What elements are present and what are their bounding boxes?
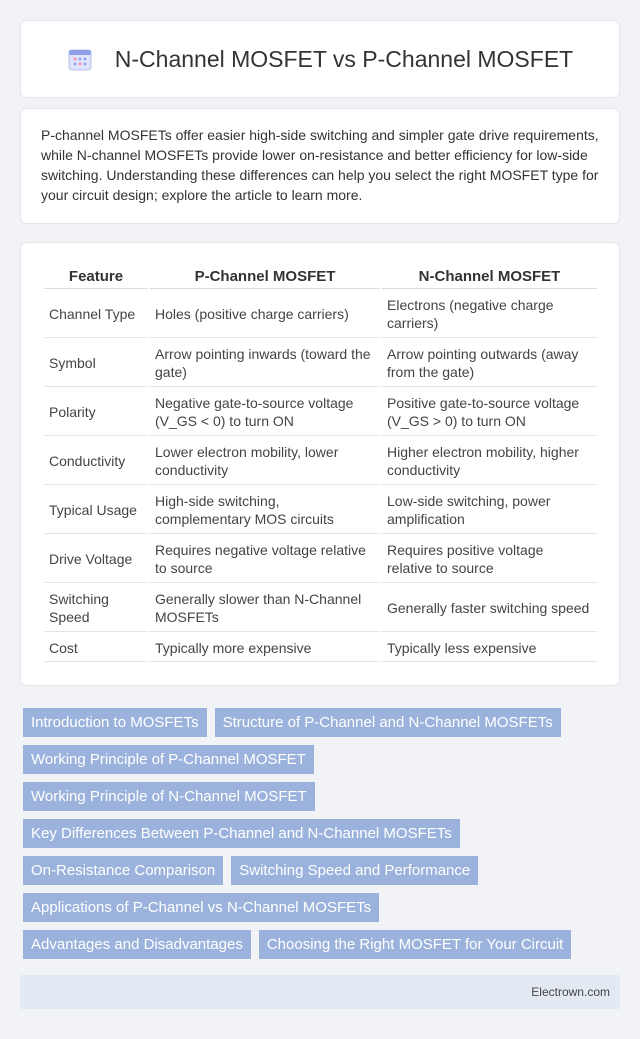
feature-cell: Polarity [44,389,148,436]
topic-link-working-p-channel[interactable]: Working Principle of P-Channel MOSFET [23,745,314,774]
table-row [44,340,597,387]
topic-link-on-resistance[interactable]: On-Resistance Comparison [23,856,223,885]
footer-site[interactable]: Electrown.com [531,985,610,999]
header-p-channel: P-Channel MOSFET [150,265,380,289]
header-feature: Feature [44,265,148,289]
link-row [23,893,613,930]
topic-link-key-differences[interactable]: Key Differences Between P-Channel and N-Channel MOSFETs [23,819,460,848]
feature-cell: Typical Usage [44,487,148,534]
p-channel-cell: High-side switching, complementary MOS circuits [150,487,380,534]
topic-link-working-n-channel[interactable]: Working Principle of N-Channel MOSFET [23,782,315,811]
n-channel-cell: Electrons (negative charge carriers) [382,291,597,338]
calendar-grid-icon [67,46,93,72]
table-row [44,389,597,436]
p-channel-cell: Generally slower than N-Channel MOSFETs [150,585,380,632]
feature-cell: Switching Speed [44,585,148,632]
n-channel-cell: Requires positive voltage relative to source [382,536,597,583]
n-channel-cell: Arrow pointing outwards (away from the gate) [382,340,597,387]
feature-cell: Cost [44,634,148,662]
n-channel-cell: Higher electron mobility, higher conductivity [382,438,597,485]
related-topics [23,708,613,967]
n-channel-cell: Generally faster switching speed [382,585,597,632]
table-row [44,634,597,662]
header-n-channel: N-Channel MOSFET [382,265,597,289]
p-channel-cell: Lower electron mobility, lower conductivity [150,438,380,485]
feature-cell: Symbol [44,340,148,387]
feature-cell: Channel Type [44,291,148,338]
intro-card [20,108,620,224]
p-channel-cell: Holes (positive charge carriers) [150,291,380,338]
comparison-table-card [20,242,620,686]
topic-link-choosing[interactable]: Choosing the Right MOSFET for Your Circuit [259,930,572,959]
topic-link-applications[interactable]: Applications of P-Channel vs N-Channel MOSFETs [23,893,379,922]
link-row [23,819,613,856]
topic-link-introduction[interactable]: Introduction to MOSFETs [23,708,207,737]
table-header-row [44,265,597,289]
topic-link-advantages[interactable]: Advantages and Disadvantages [23,930,251,959]
table-row [44,536,597,583]
link-row [23,856,613,893]
footer [20,975,620,1009]
feature-cell: Conductivity [44,438,148,485]
p-channel-cell: Typically more expensive [150,634,380,662]
table-row [44,487,597,534]
topic-link-switching-speed[interactable]: Switching Speed and Performance [231,856,478,885]
link-row [23,745,613,782]
n-channel-cell: Positive gate-to-source voltage (V_GS > 0) to turn ON [382,389,597,436]
p-channel-cell: Requires negative voltage relative to source [150,536,380,583]
intro-text: P-channel MOSFETs offer easier high-side switching and simpler gate drive requirements, while N-channel MOSFETs provide lower on-resistance and better efficiency for low-side switching. Understanding these differences can help you select the right MOSFET type for your circuit design; explore the article to learn more. [41,127,599,203]
feature-cell: Drive Voltage [44,536,148,583]
n-channel-cell: Typically less expensive [382,634,597,662]
page-title: N-Channel MOSFET vs P-Channel MOSFET [114,45,574,72]
link-row [23,708,613,745]
p-channel-cell: Negative gate-to-source voltage (V_GS < 0) to turn ON [150,389,380,436]
table-row [44,438,597,485]
p-channel-cell: Arrow pointing inwards (toward the gate) [150,340,380,387]
n-channel-cell: Low-side switching, power amplification [382,487,597,534]
link-row [23,930,613,967]
title-card [20,20,620,98]
link-row [23,782,613,819]
table-row [44,291,597,338]
table-row [44,585,597,632]
topic-link-structure[interactable]: Structure of P-Channel and N-Channel MOSFETs [215,708,561,737]
comparison-table [42,263,599,664]
